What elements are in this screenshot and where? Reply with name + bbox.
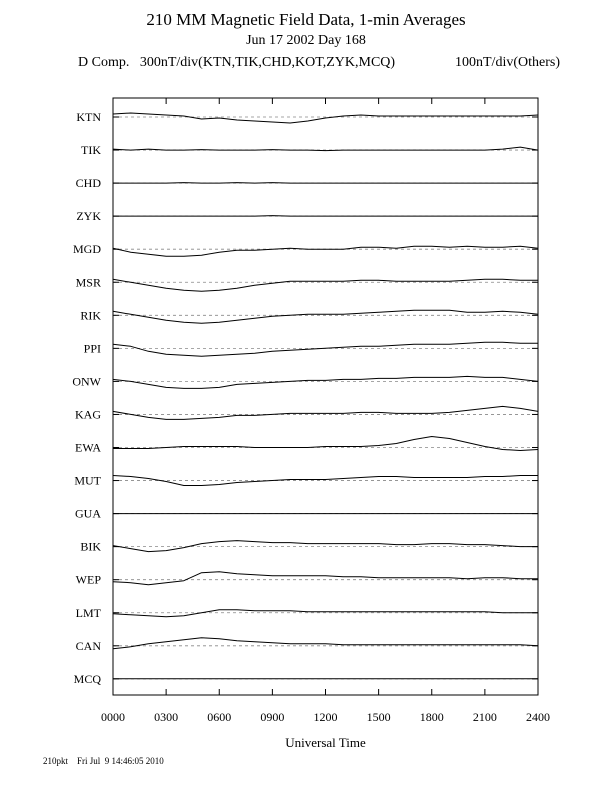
trace-onw: [113, 376, 538, 388]
station-label: TIK: [81, 143, 101, 158]
trace-kag: [113, 406, 538, 419]
station-label: MUT: [74, 473, 101, 488]
station-label: EWA: [75, 440, 101, 455]
station-label: ONW: [72, 374, 101, 389]
station-label: BIK: [80, 539, 101, 554]
trace-bik: [113, 541, 538, 552]
station-label: ZYK: [76, 209, 101, 224]
station-label: RIK: [80, 308, 101, 323]
x-tick-label: 1200: [313, 710, 338, 724]
station-label: CHD: [75, 176, 101, 191]
station-label: CAN: [75, 638, 101, 653]
x-tick-label: 2400: [526, 710, 550, 724]
trace-rik: [113, 310, 538, 323]
trace-wep: [113, 572, 538, 585]
x-tick-label: 1500: [366, 710, 391, 724]
chart-title: 210 MM Magnetic Field Data, 1-min Averages: [146, 10, 466, 29]
x-tick-label: 1800: [419, 710, 444, 724]
trace-lmt: [113, 610, 538, 617]
station-label: KTN: [76, 110, 101, 124]
chart-subtitle: Jun 17 2002 Day 168: [246, 33, 366, 48]
x-tick-label: 2100: [472, 710, 497, 724]
trace-msr: [113, 279, 538, 291]
scale-note-left: D Comp. 300nT/div(KTN,TIK,CHD,KOT,ZYK,MCQ): [78, 55, 396, 70]
trace-can: [113, 638, 538, 649]
station-label: MSR: [75, 275, 101, 290]
trace-ktn: [113, 113, 538, 123]
station-label: KAG: [75, 407, 101, 422]
trace-zyk: [113, 216, 538, 217]
trace-mgd: [113, 246, 538, 256]
footer-stamp: 210pkt Fri Jul 9 14:46:05 2010: [43, 756, 164, 766]
station-label: MCQ: [73, 671, 101, 686]
station-label: MGD: [72, 242, 101, 257]
x-tick-label: 0300: [154, 710, 179, 724]
trace-chd: [113, 183, 538, 184]
station-label: WEP: [75, 572, 101, 587]
x-tick-label: 0000: [101, 710, 125, 724]
x-tick-label: 0600: [207, 710, 232, 724]
trace-ewa: [113, 437, 538, 451]
x-axis-label: Universal Time: [285, 735, 366, 750]
x-tick-label: 0900: [260, 710, 285, 724]
scale-note-right: 100nT/div(Others): [455, 55, 560, 70]
plot-frame: [113, 98, 538, 695]
trace-ppi: [113, 342, 538, 356]
station-label: GUA: [75, 506, 101, 521]
station-label: LMT: [75, 605, 101, 620]
station-label: PPI: [83, 341, 101, 356]
